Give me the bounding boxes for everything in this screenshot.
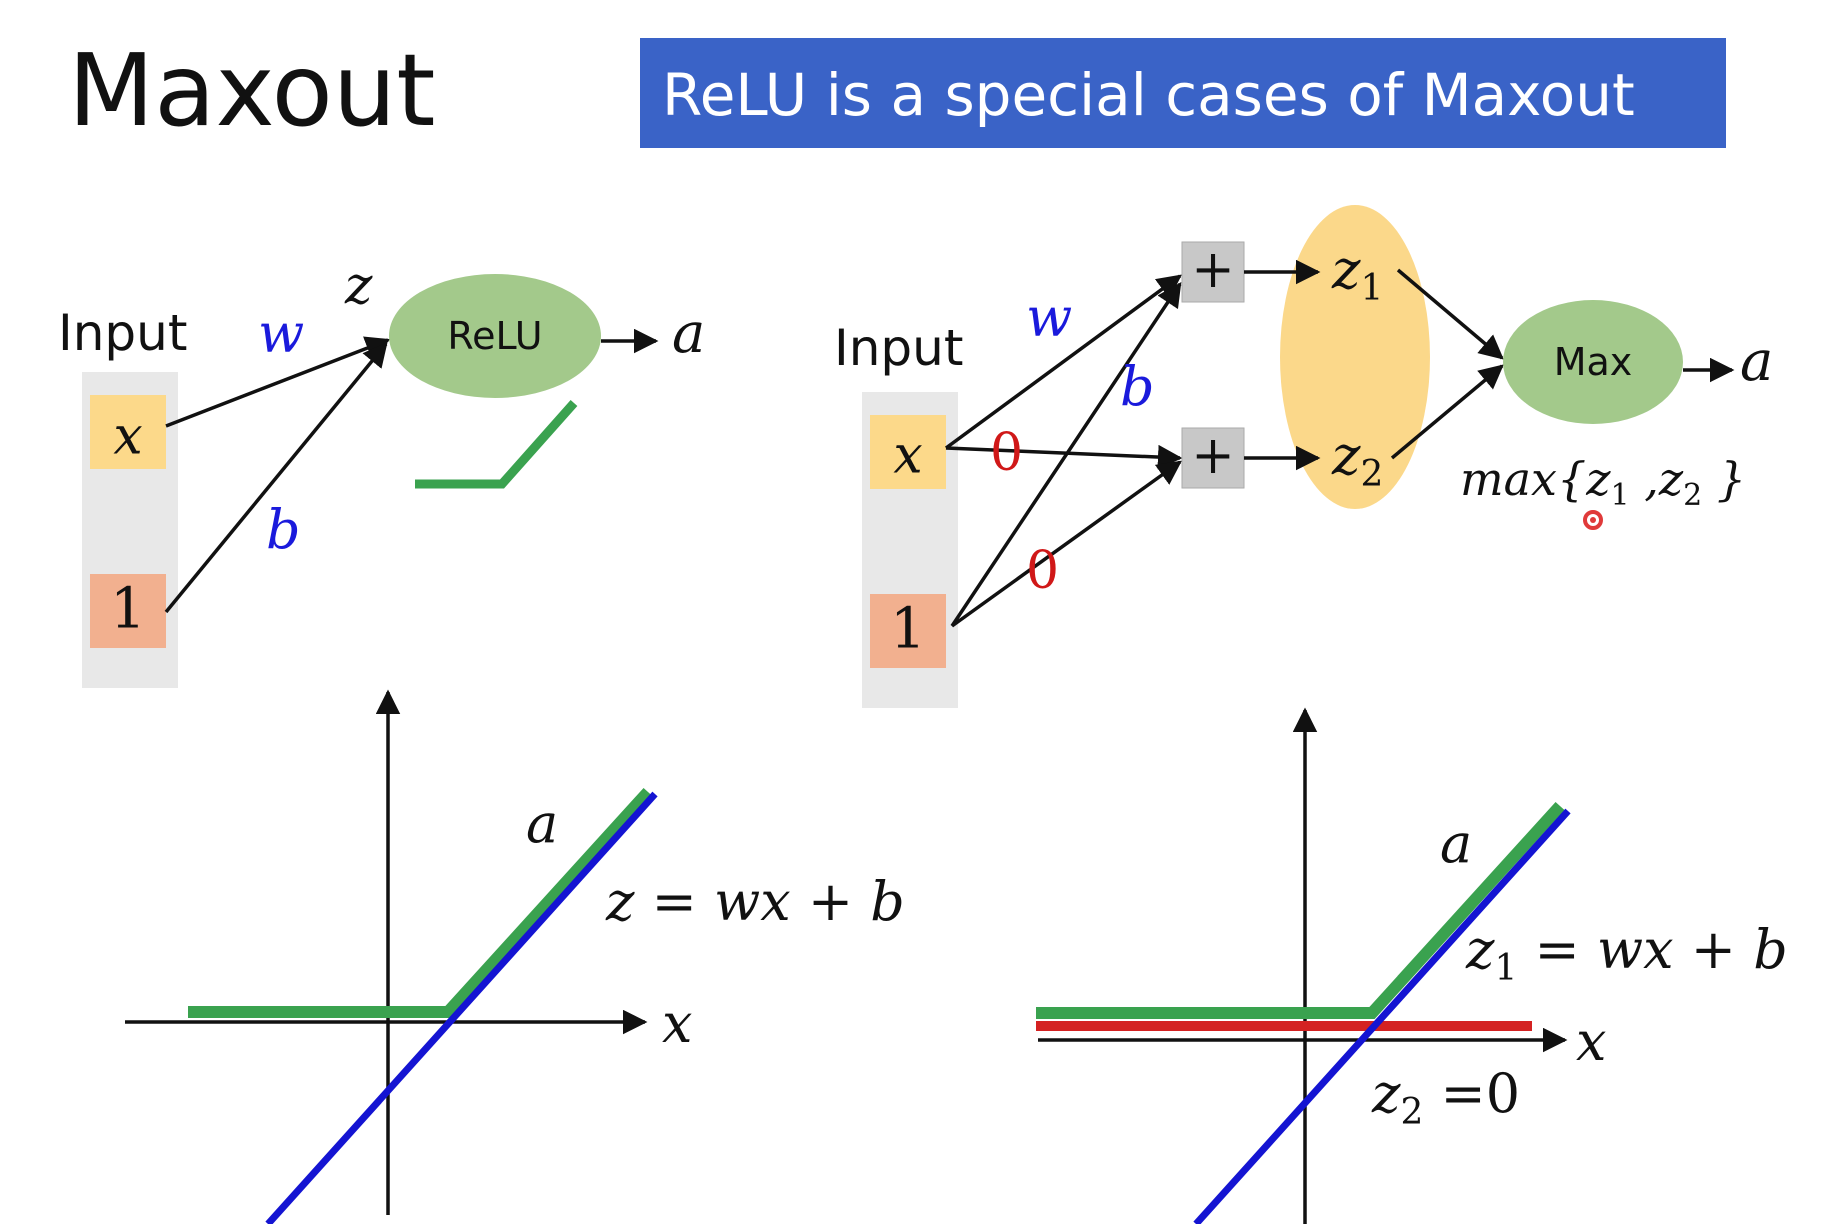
max-formula-z1: z: [1586, 452, 1611, 506]
max-formula-z2-sub: 2: [1683, 478, 1703, 513]
relu-node-label: ReLU: [447, 314, 543, 358]
left-input-label: Input: [58, 304, 188, 362]
left-bias-b: b: [266, 498, 301, 561]
right-plot: [1036, 710, 1788, 1224]
right-input-label: Input: [834, 319, 964, 377]
max-formula-sep: ,: [1629, 452, 1659, 506]
left-plot-relu-line: [188, 792, 648, 1012]
sum-node-2-label: +: [1191, 426, 1235, 486]
right-zero-weight-one: 0: [1026, 541, 1060, 601]
page-title: Maxout: [68, 32, 436, 149]
left-output-a: a: [672, 301, 706, 366]
right-plot-eq1-rest: = wx + b: [1517, 918, 1788, 981]
max-formula: [1460, 452, 1746, 513]
z1-base: z: [1332, 238, 1361, 301]
right-plot-eq2-base: z: [1372, 1062, 1401, 1125]
right-plot-eq2-rest: =0: [1423, 1062, 1521, 1125]
left-plot-x-label: x: [662, 992, 693, 1055]
right-plot-x-label: x: [1576, 1010, 1607, 1073]
max-formula-z1-sub: 1: [1610, 478, 1630, 513]
left-plot-a-label: a: [526, 792, 559, 855]
right-plot-eq2-sub: 2: [1400, 1092, 1424, 1133]
relu-shape-icon: [415, 403, 574, 484]
max-node-label: Max: [1553, 340, 1633, 384]
z2-sub: 2: [1360, 454, 1384, 495]
right-plot-eq1-base: z: [1466, 918, 1495, 981]
right-plot-a-label: a: [1440, 812, 1473, 875]
max-formula-z2: z: [1658, 452, 1684, 506]
max-formula-suffix: }: [1702, 452, 1747, 506]
max-formula-prefix: max{: [1460, 452, 1587, 506]
z1-sub: 1: [1360, 268, 1384, 309]
left-z-label: z: [345, 256, 373, 316]
left-plot: [125, 692, 905, 1224]
cursor-dot-center-icon: [1590, 517, 1596, 523]
right-input-one: 1: [890, 596, 926, 662]
right-bias-b: b: [1120, 355, 1155, 418]
sum-node-1-label: +: [1191, 240, 1235, 300]
z2-base: z: [1332, 424, 1361, 487]
right-plot-eq2: [1371, 1062, 1520, 1133]
right-network: [834, 205, 1773, 708]
left-network: [58, 256, 705, 688]
right-input-x: x: [893, 425, 923, 486]
left-input-x: x: [113, 406, 143, 467]
banner-text: ReLU is a special cases of Maxout: [662, 61, 1635, 129]
left-input-one: 1: [110, 576, 146, 642]
right-plot-eq1: [1465, 918, 1788, 989]
right-weight-w: w: [1026, 286, 1073, 349]
right-output-a: a: [1740, 329, 1774, 394]
right-edge-one-to-sum2: [952, 462, 1180, 626]
right-zero-weight-x: 0: [990, 423, 1024, 483]
left-plot-equation: z = wx + b: [606, 870, 905, 933]
left-weight-w: w: [258, 302, 305, 365]
right-plot-eq1-sub: 1: [1494, 948, 1518, 989]
